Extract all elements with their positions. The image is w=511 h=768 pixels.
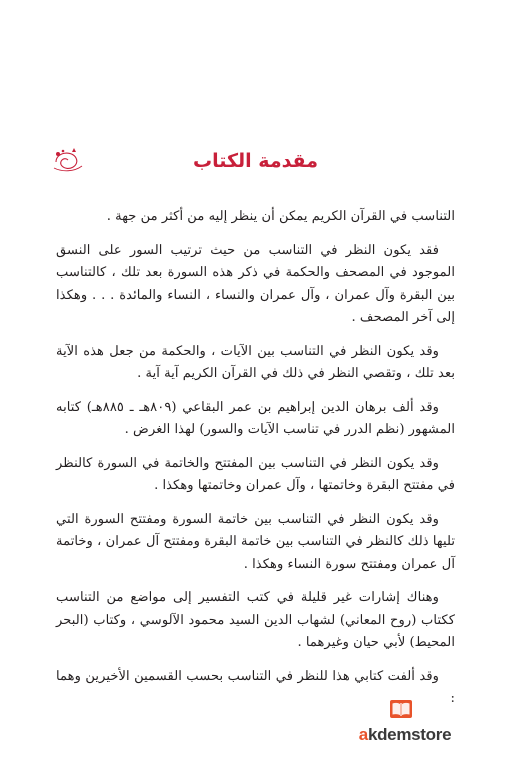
chapter-header — [40, 146, 471, 182]
paragraph: وقد يكون النظر في التناسب بين خاتمة السورة ومفتتح السورة التي تليها ذلك كالنظر في التناسب بين خاتمة البقرة ومفتتح آل عمران ، وخاتمة آل عمران ومفتتح سورة النساء وهكذا . — [56, 511, 455, 572]
paragraph: وهناك إشارات غير قليلة في كتب التفسير إلى مواضع من التناسب ككتاب (روح المعاني) لشهاب الدين السيد محمود الآلوسي ، وكتاب (البحر المحيط) لأبي حيان وغيرهما . — [56, 590, 455, 650]
book-logo-icon — [389, 697, 413, 721]
paragraph: وقد يكون النظر في التناسب بين الآيات ، والحكمة من جعل هذه الآية بعد تلك ، وتقصي النظر في ذلك في القرآن الكريم آية آية . — [56, 343, 455, 381]
watermark-rest: kdemstore — [367, 725, 452, 744]
paragraph: وقد يكون النظر في التناسب بين المفتتح والخاتمة في السورة كالنظر في مفتتح البقرة وخاتمتها ، وآل عمران وخاتمتها وهكذا . — [56, 455, 455, 493]
watermark-text — [345, 725, 465, 745]
paragraph: وقد ألف برهان الدين إبراهيم بن عمر البقاعي (٨٠٩هـ ـ ٨٨٥هـ) كتابه المشهور (نظم الدرر في تناسب الآيات والسور) لهذا الغرض . — [56, 399, 455, 437]
paragraph: التناسب في القرآن الكريم يمكن أن ينظر إليه من أكثر من جهة . — [106, 209, 455, 224]
body-text — [56, 206, 455, 722]
page-title: مقدمة الكتاب — [193, 150, 318, 172]
watermark-logo — [345, 697, 465, 752]
paragraph: وقد ألفت كتابي هذا للنظر في التناسب بحسب القسمين الأخيرين وهما : — [56, 668, 455, 706]
watermark-accent: a — [358, 725, 368, 744]
paragraph: فقد يكون النظر في التناسب من حيث ترتيب السور على النسق الموجود في المصحف والحكمة في ذكر هذه السورة بعد تلك ، كالتناسب بين البقرة وآل عمران ، وآل عمران والنساء ، النساء والمائدة . . . وهكذا إلى آخر المصحف . — [56, 242, 455, 325]
